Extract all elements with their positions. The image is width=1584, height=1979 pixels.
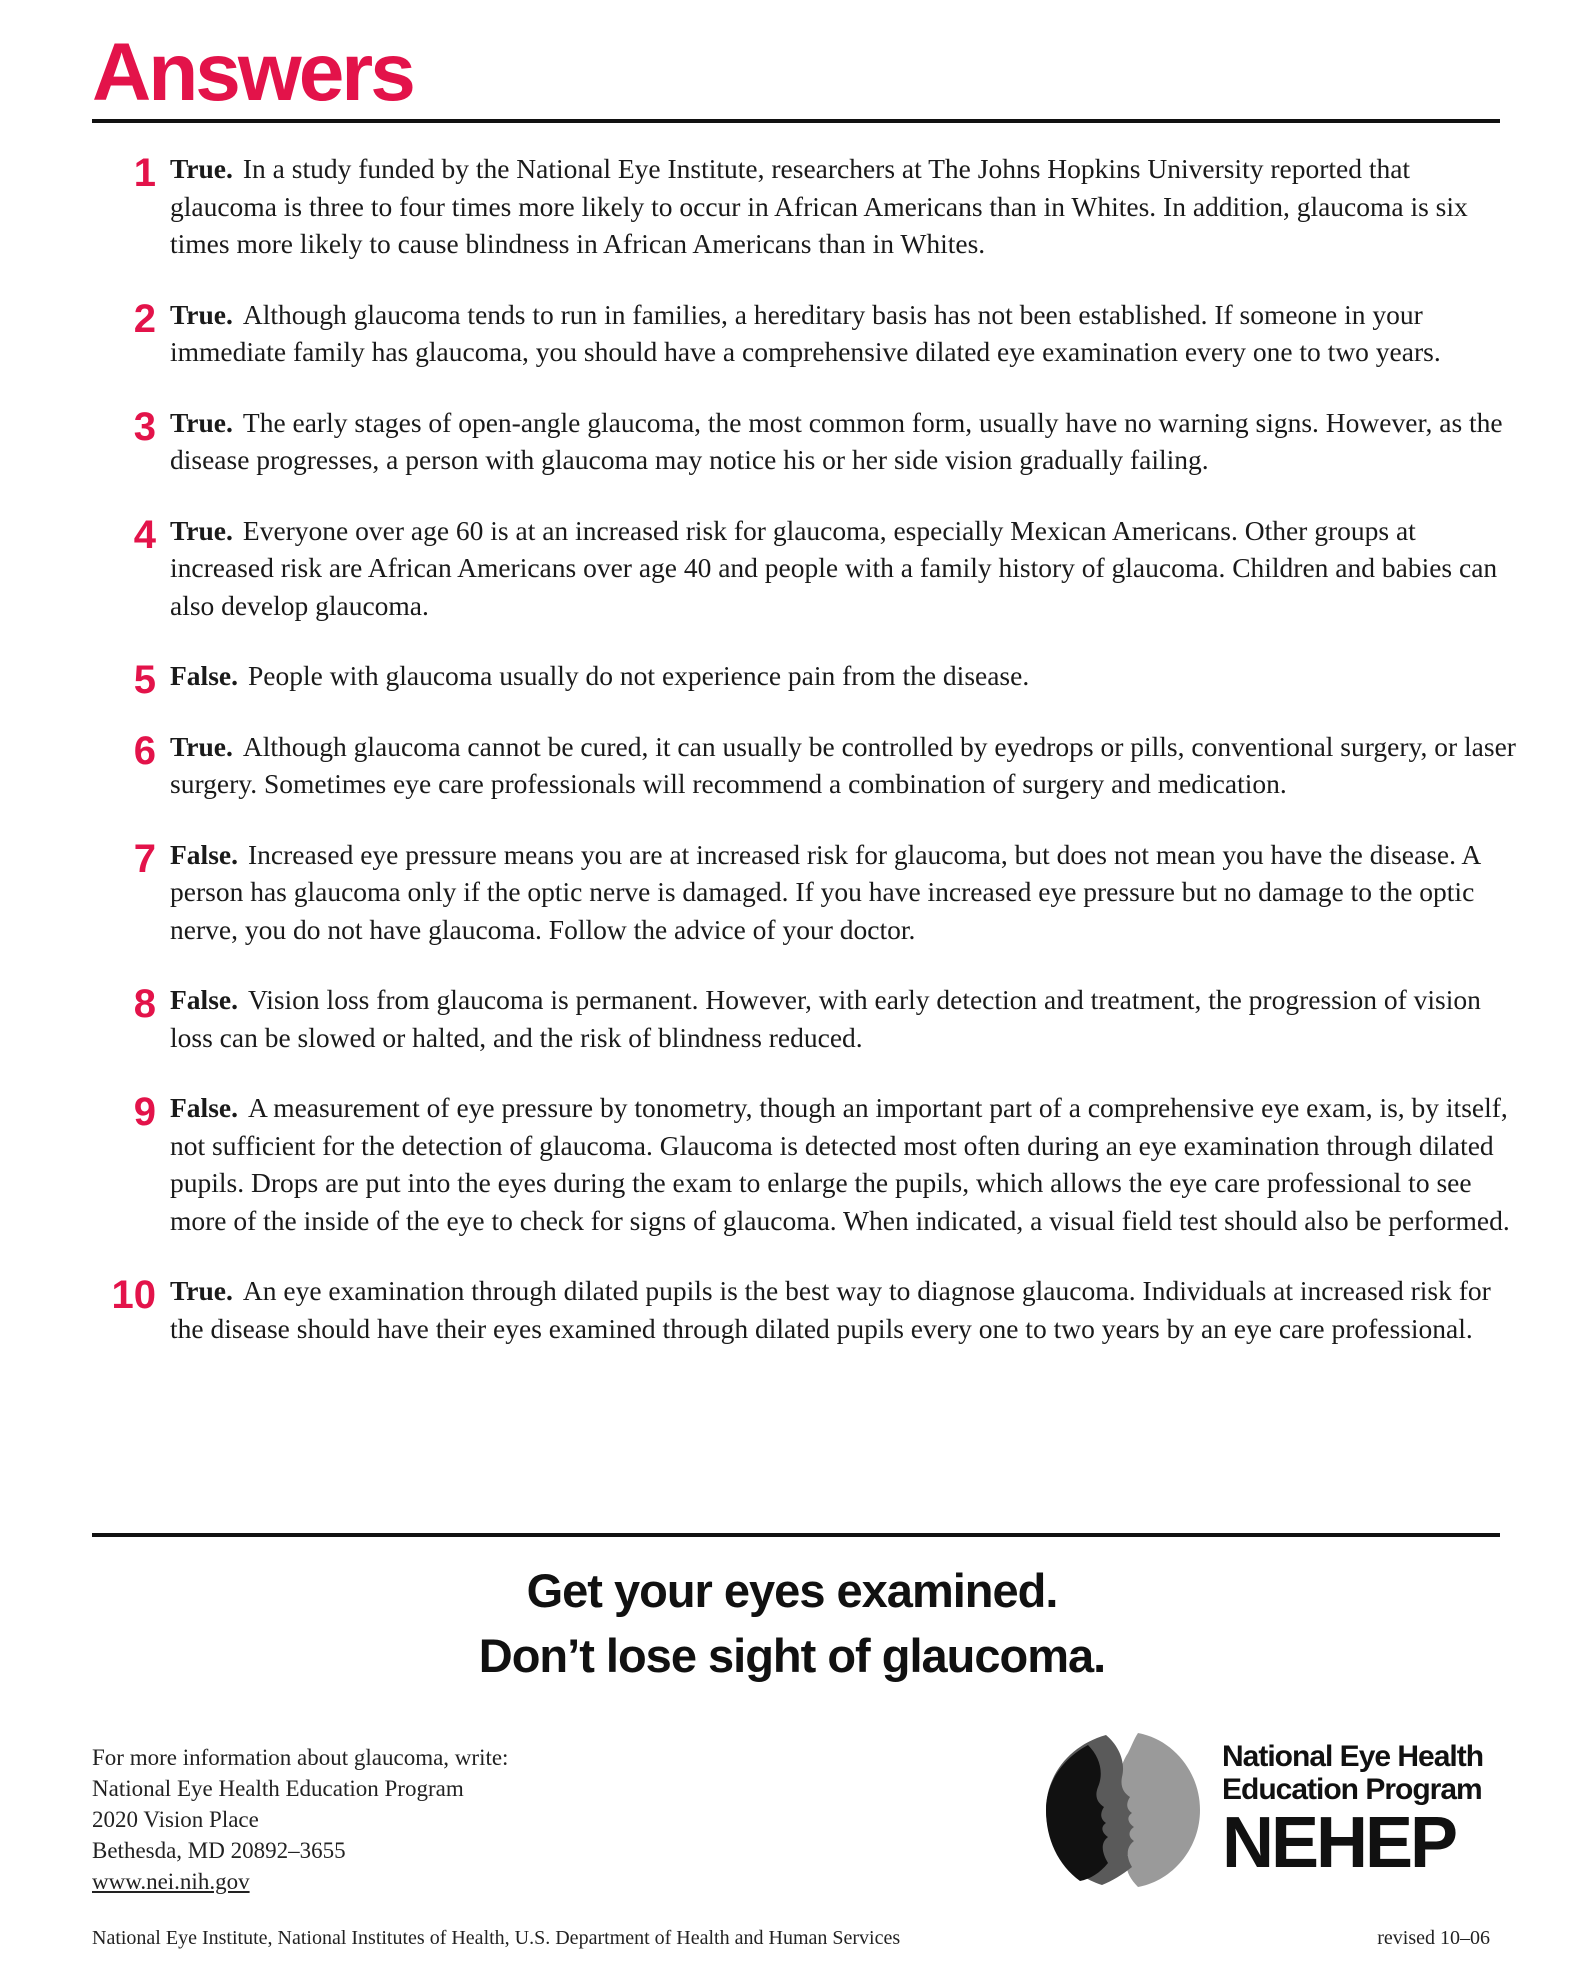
- answer-number: 7: [133, 836, 156, 881]
- answer-item: [92, 150, 1522, 263]
- answer-verdict: True.: [170, 730, 233, 762]
- answer-text: Increased eye pressure means you are at increased risk for glaucoma, but does not mean you have the disease. A person has glaucoma only if the optic nerve is damaged. If you have increased eye pressure but no damage to the optic nerve, you do not have glaucoma. Follow the advice of your doctor.: [170, 838, 1480, 945]
- answer-text: Although glaucoma tends to run in families, a hereditary basis has not been established. If someone in your immediate family has glaucoma, you should have a comprehensive dilated eye examination every one to two years.: [170, 298, 1441, 367]
- org-name-line-1: National Eye Health: [1222, 1740, 1484, 1773]
- answer-number: 2: [133, 296, 156, 341]
- contact-address: [92, 1742, 508, 1897]
- answer-item: [92, 512, 1522, 625]
- footer-agencies: National Eye Institute, National Institutes of Health, U.S. Department of Health and Human Services: [92, 1927, 901, 1949]
- org-name-line-2: Education Program: [1222, 1773, 1482, 1806]
- org-logo-text: [1222, 1740, 1484, 1883]
- answer-text: Vision loss from glaucoma is permanent. However, with early detection and treatment, the progression of vision loss can be slowed or halted, and the risk of blindness reduced.: [170, 984, 1481, 1053]
- answer-item: [92, 296, 1522, 371]
- bottom-divider: [92, 1533, 1500, 1537]
- website-link[interactable]: www.nei.nih.gov: [92, 1869, 250, 1894]
- answer-item: [92, 981, 1522, 1056]
- answer-number: 1: [133, 151, 156, 195]
- answer-text: In a study funded by the National Eye Institute, researchers at The Johns Hopkins University reported that glaucoma is three to four times more likely to occur in African Americans than in Whites. In addition, glaucoma is six times more likely to cause blindness in African Americans than in Whites.: [170, 153, 1468, 259]
- answer-verdict: False.: [170, 660, 238, 691]
- answer-text: The early stages of open-angle glaucoma, the most common form, usually have no warning signs. However, as the disease progresses, a person with glaucoma may notice his or her side vision gradually failing.: [170, 406, 1503, 475]
- answer-verdict: True.: [170, 298, 233, 330]
- answer-text: Everyone over age 60 is at an increased risk for glaucoma, especially Mexican Americans. Other groups at increased risk are African Americans over age 40 and people with a family history of glaucoma. Children and babies can also develop glaucoma.: [170, 514, 1498, 621]
- answer-number: 8: [133, 982, 156, 1026]
- answer-number: 9: [133, 1090, 156, 1134]
- contact-city: Bethesda, MD 20892–3655: [92, 1838, 346, 1863]
- answers-list: [92, 150, 1522, 1380]
- answer-item: [92, 404, 1522, 479]
- answer-item: [92, 1272, 1522, 1347]
- answer-text: A measurement of eye pressure by tonometry, though an important part of a comprehensive eye exam, is, by itself, not sufficient for the detection of glaucoma. Glaucoma is detected most often during an eye examination through dilated pupils. Drops are put into the eyes during the exam to enlarge the pupils, which allows the eye care professional to see more of the inside of the eye to check for signs of glaucoma. When indicated, a visual field test should also be performed.: [170, 1092, 1510, 1236]
- answer-verdict: False.: [170, 1092, 238, 1123]
- footer-revised: revised 10–06: [1377, 1927, 1490, 1949]
- answer-verdict: False.: [170, 984, 238, 1015]
- answer-item: [92, 1089, 1522, 1239]
- profiles-logo-icon: [1042, 1727, 1202, 1893]
- answer-number: 4: [133, 512, 156, 557]
- answer-verdict: True.: [170, 1275, 233, 1306]
- answer-verdict: True.: [170, 153, 233, 184]
- contact-intro: For more information about glaucoma, write:: [92, 1745, 509, 1770]
- org-acronym: NEHEP: [1222, 1803, 1456, 1883]
- slogan-line-1: Get your eyes examined.: [526, 1564, 1058, 1617]
- top-divider: [92, 119, 1500, 123]
- slogan-line-2: Don’t lose sight of glaucoma.: [478, 1629, 1106, 1682]
- answer-verdict: True.: [170, 406, 233, 438]
- answer-number: 6: [133, 728, 156, 773]
- answer-verdict: False.: [170, 838, 238, 870]
- contact-org: National Eye Health Education Program: [92, 1776, 464, 1801]
- page-title: Answers: [92, 27, 413, 118]
- contact-street: 2020 Vision Place: [92, 1807, 259, 1832]
- answer-text: Although glaucoma cannot be cured, it can usually be controlled by eyedrops or pills, conventional surgery, or laser surgery. Sometimes eye care professionals will recommend a combination of surgery and medication.: [170, 730, 1516, 799]
- answer-item: [92, 657, 1522, 702]
- answer-item: [92, 836, 1522, 949]
- answer-text: An eye examination through dilated pupils is the best way to diagnose glaucoma. Individuals at increased risk for the disease should have their eyes examined through dilated pupils every one to two years by an eye care professional.: [170, 1275, 1491, 1344]
- answer-number: 3: [133, 404, 156, 449]
- answer-number: 5: [133, 658, 156, 702]
- answer-number: 10: [111, 1273, 156, 1317]
- answer-verdict: True.: [170, 514, 233, 546]
- answer-item: [92, 728, 1522, 803]
- answer-text: People with glaucoma usually do not experience pain from the disease.: [247, 660, 1030, 691]
